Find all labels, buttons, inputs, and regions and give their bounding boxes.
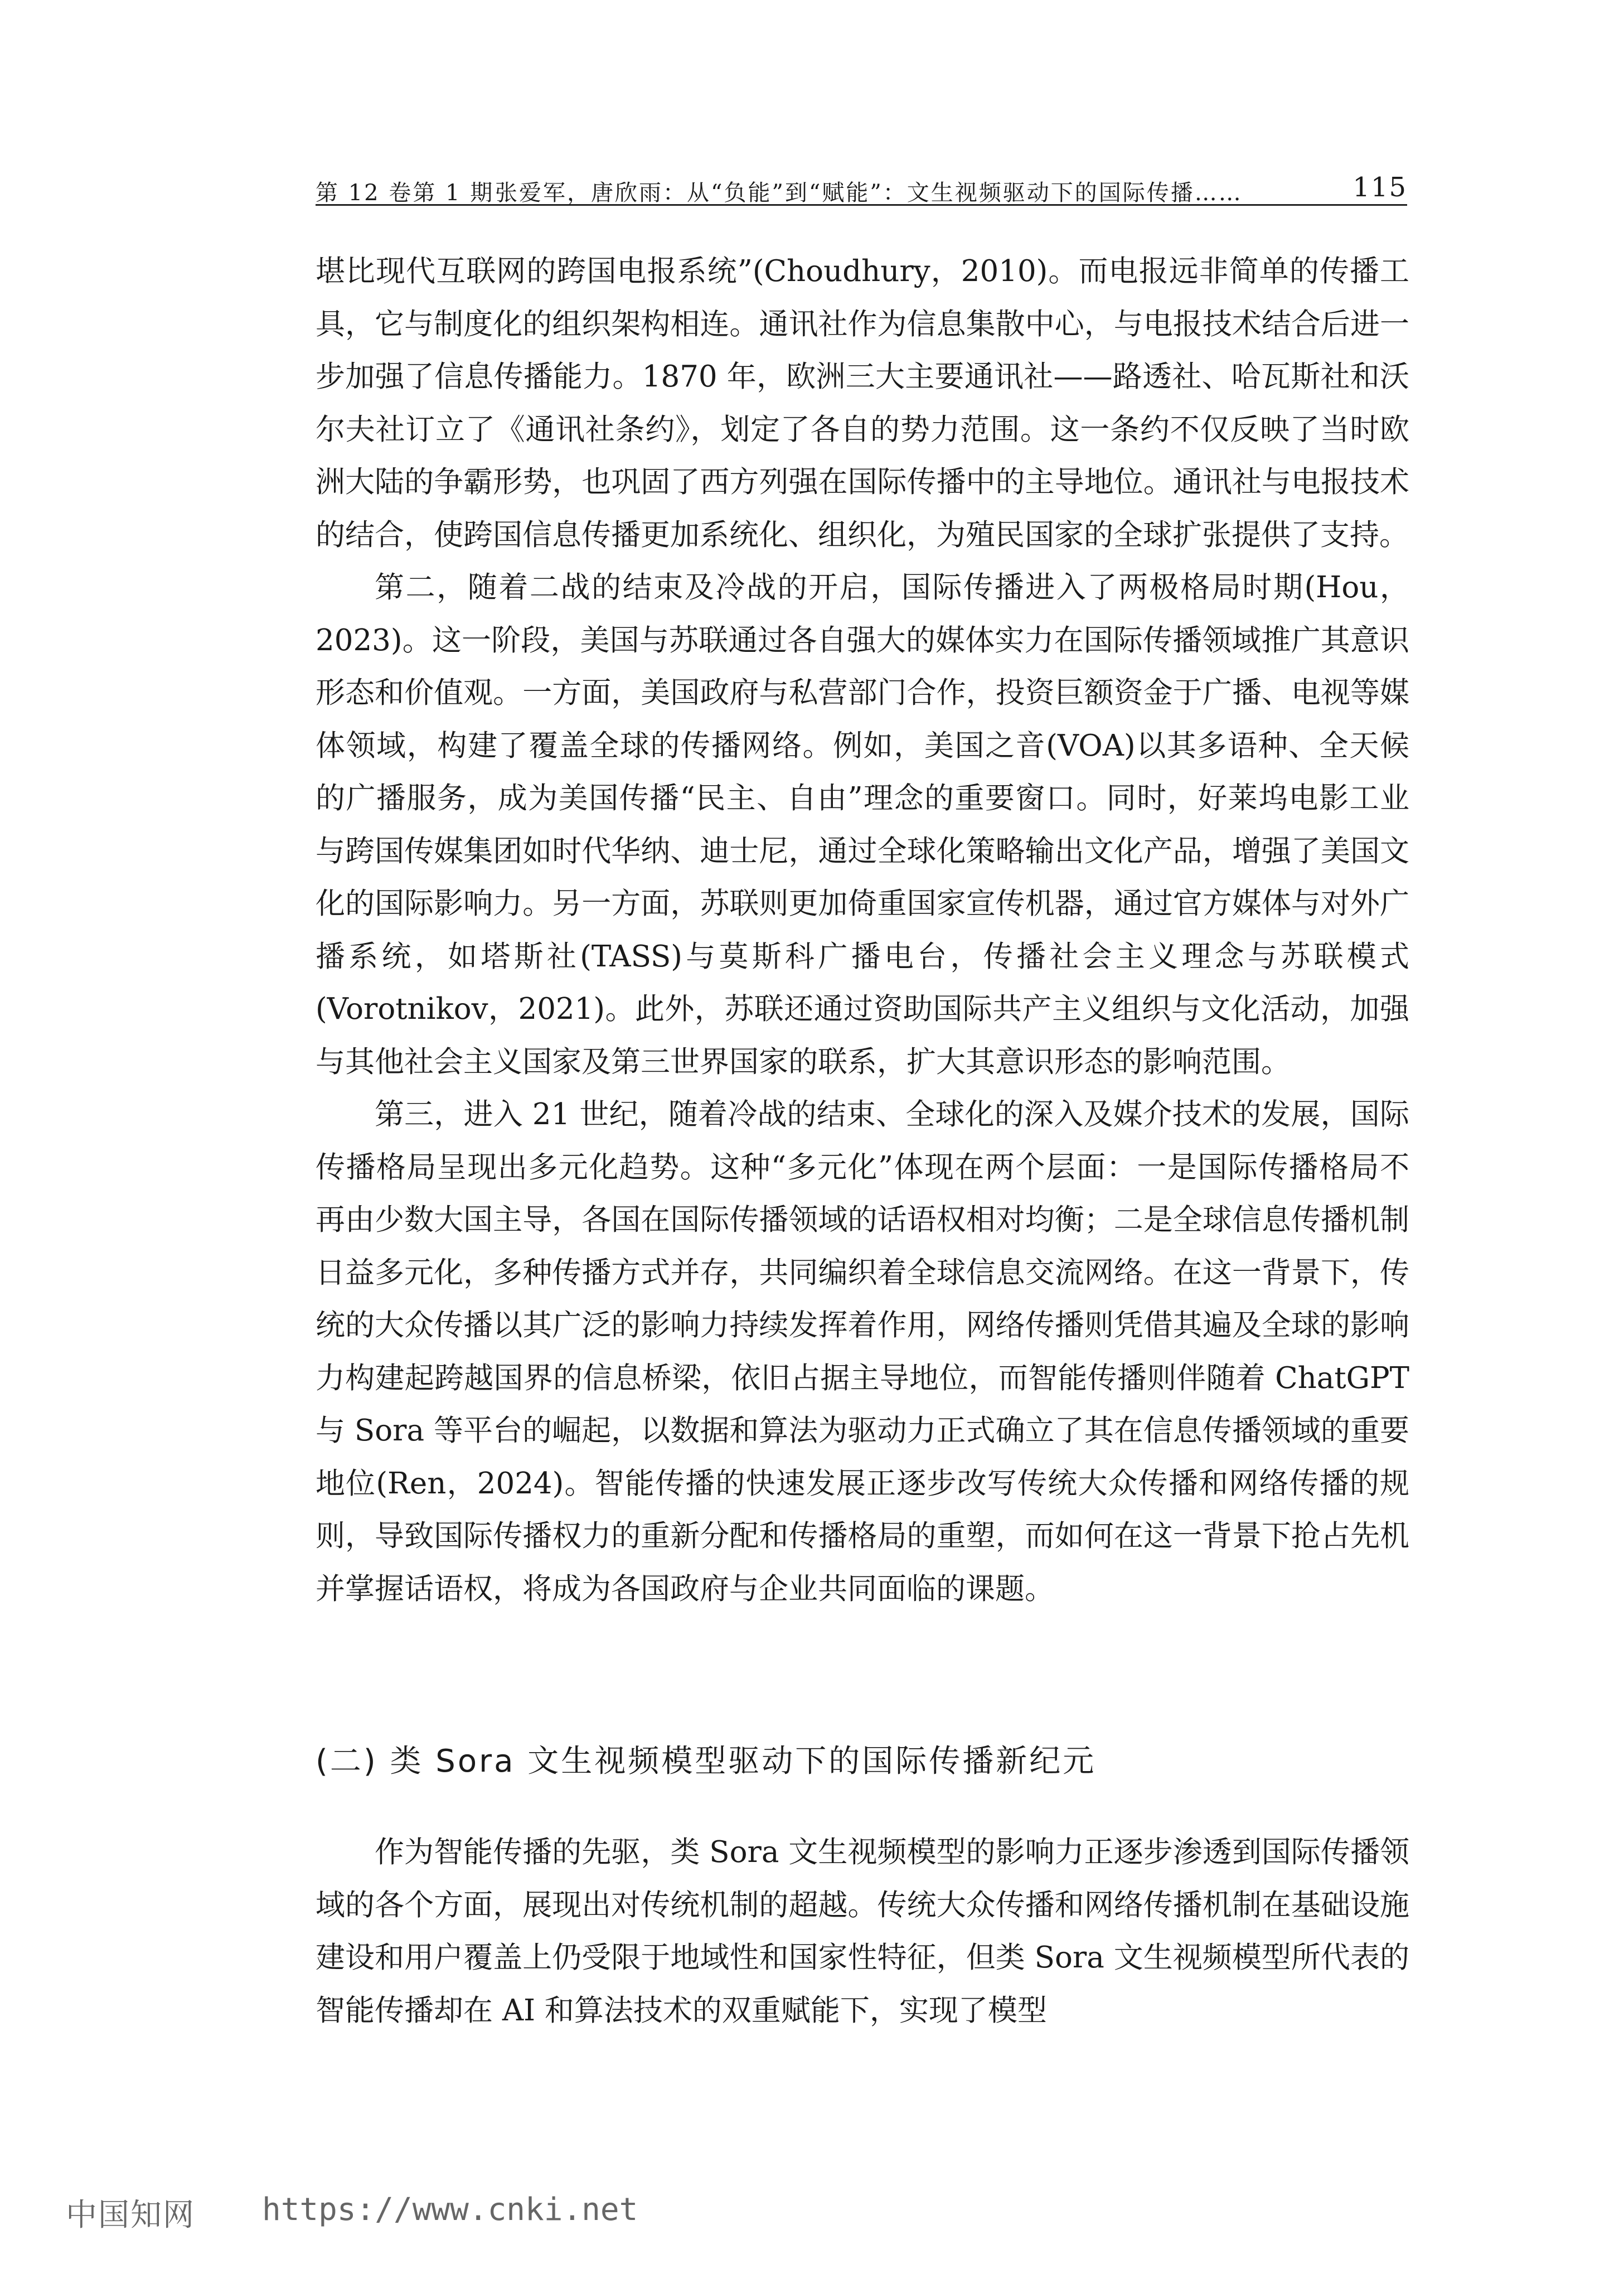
cnki-logo-text: 中国知网 <box>66 2197 195 2233</box>
section-subheading: (二) 类 Sora 文生视频模型驱动下的国际传播新纪元 <box>316 1743 1097 1779</box>
main-body-text <box>316 245 1409 1615</box>
cnki-url: https://www.cnki.net <box>262 2192 638 2228</box>
paragraph-third: 第三，进入 21 世纪，随着冷战的结束、全球化的深入及媒介技术的发展，国际传播格局呈现出多元化趋势。这种“多元化”体现在两个层面：一是国际传播格局不再由少数大国主导，各国在国际传播领域的话语权相对均衡；二是全球信息传播机制日益多元化，多种传播方式并存，共同编织着全球信息交流网络。在这一背景下，传统的大众传播以其广泛的影响力持续发挥着作用，网络传播则凭借其遍及全球的影响力构建起跨越国界的信息桥梁，依旧占据主导地位，而智能传播则伴随着 ChatGPT 与 Sora 等平台的崛起，以数据和算法为驱动力正式确立了其在信息传播领域的重要地位(Ren，2024)。智能传播的快速发展正逐步改写传统大众传播和网络传播的规则，导致国际传播权力的重新分配和传播格局的重塑，而如何在这一背景下抢占先机并掌握话语权，将成为各国政府与企业共同面临的课题。 <box>316 1097 1409 1606</box>
article-running-title: 张爱军，唐欣雨：从“负能”到“赋能”：文生视频驱动下的国际传播…… <box>495 180 1243 206</box>
paragraph-second: 第二，随着二战的结束及冷战的开启，国际传播进入了两极格局时期(Hou，2023)。这一阶段，美国与苏联通过各自强大的媒体实力在国际传播领域推广其意识形态和价值观。一方面，美国政府与私营部门合作，投资巨额资金于广播、电视等媒体领域，构建了覆盖全球的传播网络。例如，美国之音(VOA)以其多语种、全天候的广播服务，成为美国传播“民主、自由”理念的重要窗口。同时，好莱坞电影工业与跨国传媒集团如时代华纳、迪士尼，通过全球化策略输出文化产品，增强了美国文化的国际影响力。另一方面，苏联则更加倚重国家宣传机器，通过官方媒体与对外广播系统，如塔斯社(TASS)与莫斯科广播电台，传播社会主义理念与苏联模式(Vorotnikov，2021)。此外，苏联还通过资助国际共产主义组织与文化活动，加强与其他社会主义国家及第三世界国家的联系，扩大其意识形态的影响范围。 <box>316 570 1409 1079</box>
journal-volume: 第 12 卷第 1 期 <box>316 180 495 206</box>
paragraph-continued: 堪比现代互联网的跨国电报系统”(Choudhury，2010)。而电报远非简单的传播工具，它与制度化的组织架构相连。通讯社作为信息集散中心，与电报技术结合后进一步加强了信息传播能力。1870 年，欧洲三大主要通讯社——路透社、哈瓦斯社和沃尔夫社订立了《通讯社条约》，划定了各自的势力范围。这一条约不仅反映了当时欧洲大陆的争霸形势，也巩固了西方列强在国际传播中的主导地位。通讯社与电报技术的结合，使跨国信息传播更加系统化、组织化，为殖民国家的全球扩张提供了支持。 <box>316 254 1409 552</box>
paragraph-section-intro: 作为智能传播的先驱，类 Sora 文生视频模型的影响力正逐步渗透到国际传播领域的各个方面，展现出对传统机制的超越。传统大众传播和网络传播机制在基础设施建设和用户覆盖上仍受限于地域性和国家性特征，但类 Sora 文生视频模型所代表的智能传播却在 AI 和算法技术的双重赋能下，实现了模型 <box>316 1835 1409 2028</box>
running-header <box>316 167 1407 206</box>
page-number: 115 <box>1352 172 1407 203</box>
section-body-text <box>316 1826 1409 2037</box>
